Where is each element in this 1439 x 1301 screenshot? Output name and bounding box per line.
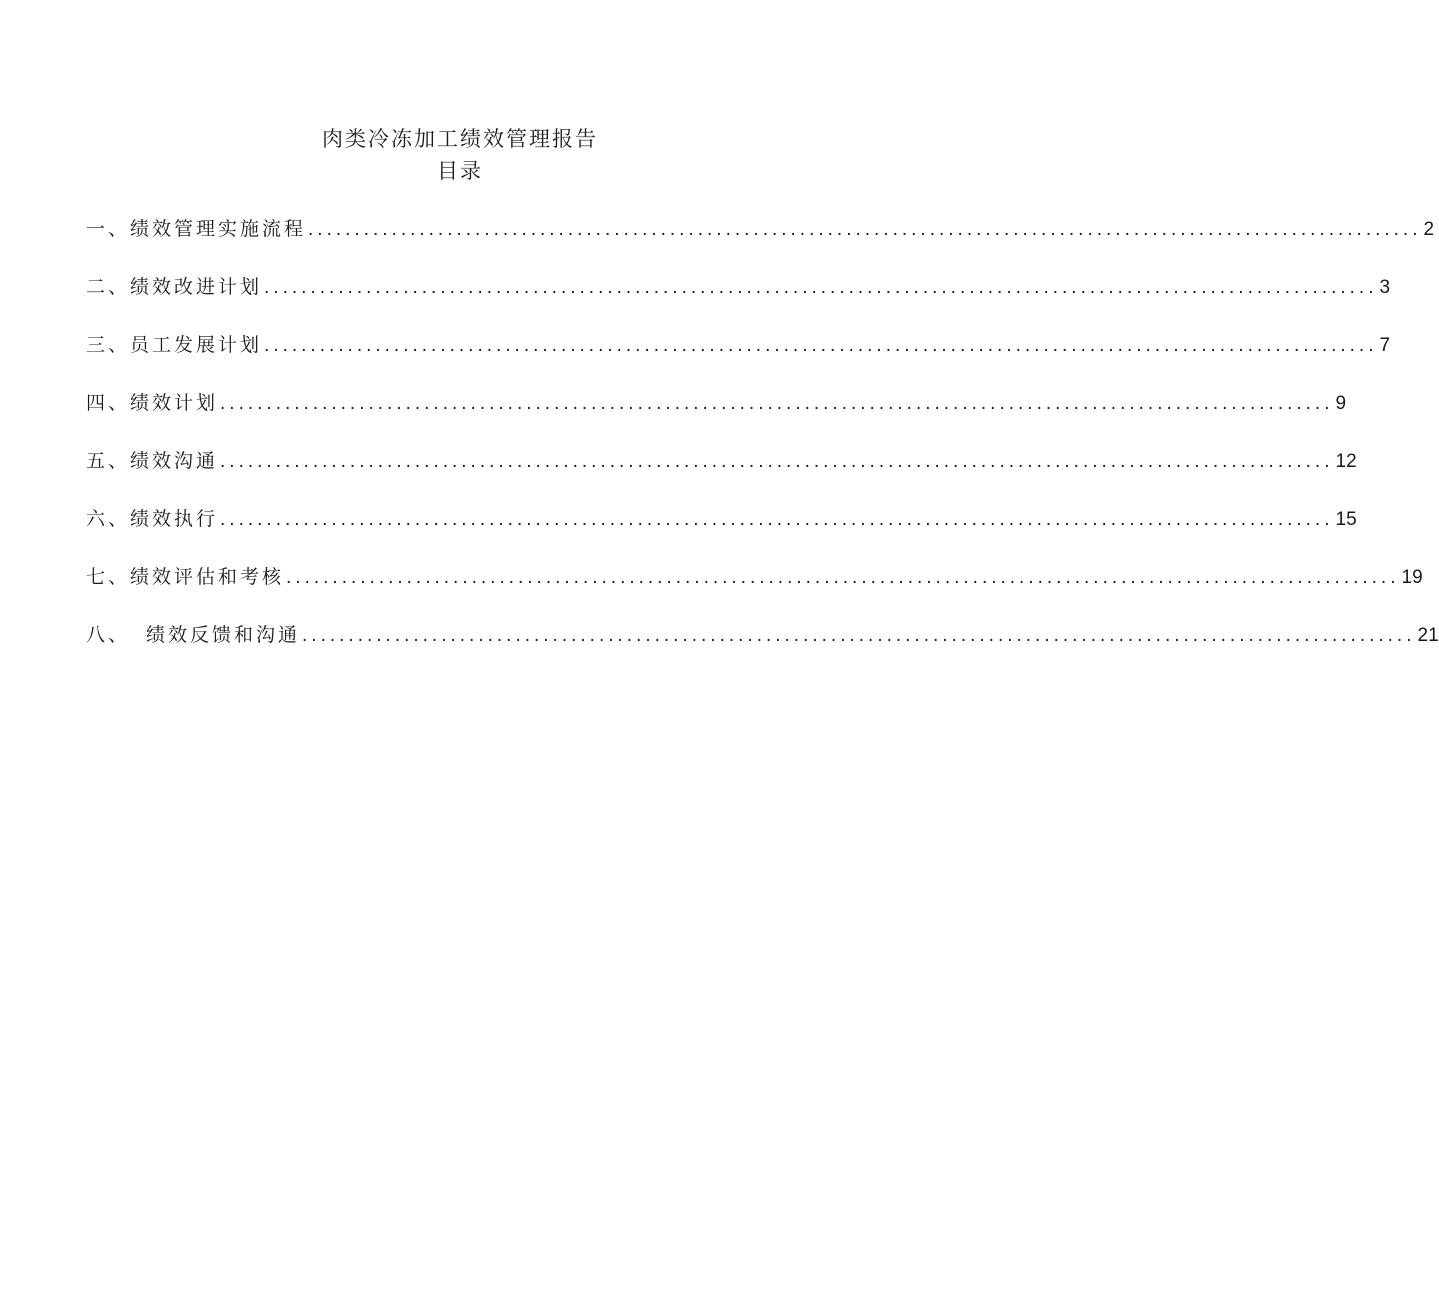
toc-heading: 目录 — [437, 159, 483, 183]
toc-entry-label: 绩效沟通 — [130, 450, 219, 472]
toc-entry[interactable] — [86, 388, 1347, 446]
toc-entry-number: 一、 — [86, 218, 131, 240]
toc-entry-page: 15 — [1335, 509, 1357, 530]
toc-leader-dots: ........................................................................................................................ — [220, 451, 1334, 472]
toc-entry-label: 绩效管理实施流程 — [130, 218, 307, 240]
toc-leader-dots: ........................................................................................................................ — [308, 219, 1422, 240]
toc-leader-dots: ........................................................................................................................ — [220, 393, 1334, 414]
toc-entry-page: 9 — [1335, 393, 1347, 414]
toc-leader-dots: ........................................................................................................................ — [302, 625, 1416, 646]
toc-entry-label: 绩效改进计划 — [130, 276, 263, 298]
toc-leader-dots: ........................................................................................................................ — [264, 335, 1378, 356]
toc-entry-label: 绩效执行 — [130, 508, 219, 530]
toc-entry-number: 六、 — [86, 508, 131, 530]
table-of-contents — [86, 214, 1439, 678]
toc-entry-number: 七、 — [86, 566, 131, 588]
toc-entry-page: 3 — [1379, 277, 1391, 298]
toc-entry-page: 12 — [1335, 451, 1357, 472]
toc-entry-label: 绩效计划 — [130, 392, 219, 414]
toc-entry-number: 二、 — [86, 276, 131, 298]
toc-entry-label: 绩效反馈和沟通 — [146, 624, 301, 646]
toc-entry-page: 2 — [1423, 219, 1435, 240]
toc-leader-dots: ........................................................................................................................ — [264, 277, 1378, 298]
toc-entry[interactable] — [86, 504, 1357, 562]
toc-leader-dots: ........................................................................................................................ — [220, 509, 1334, 530]
toc-entry-number: 四、 — [86, 392, 131, 414]
toc-entry[interactable] — [86, 446, 1357, 504]
document-title: 肉类冷冻加工绩效管理报告 — [322, 127, 598, 151]
toc-entry-number: 五、 — [86, 450, 131, 472]
toc-entry[interactable] — [86, 330, 1391, 388]
toc-entry[interactable] — [86, 272, 1391, 330]
toc-entry[interactable] — [86, 214, 1435, 272]
toc-entry-label: 绩效评估和考核 — [130, 566, 285, 588]
toc-entry-label: 员工发展计划 — [130, 334, 263, 356]
toc-leader-dots: ........................................................................................................................ — [286, 567, 1400, 588]
toc-entry[interactable] — [86, 620, 1439, 678]
toc-entry-number: 八、 — [86, 624, 131, 646]
toc-entry[interactable] — [86, 562, 1423, 620]
toc-entry-number: 三、 — [86, 334, 131, 356]
toc-entry-page: 7 — [1379, 335, 1391, 356]
toc-entry-page: 19 — [1401, 567, 1423, 588]
toc-entry-page: 21 — [1417, 625, 1439, 646]
